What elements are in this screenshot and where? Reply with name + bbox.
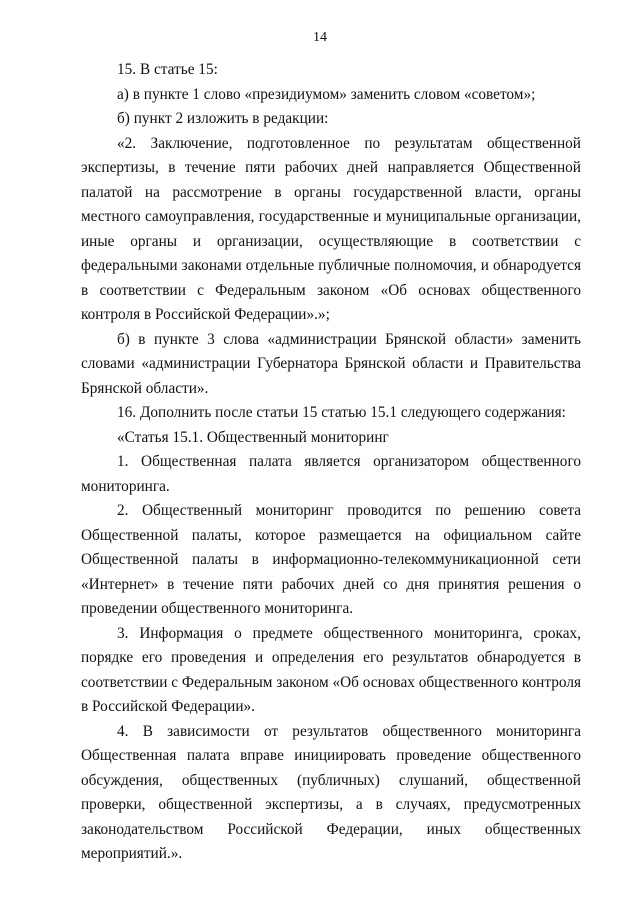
paragraph-subitem-b: б) пункт 2 изложить в редакции:	[117, 110, 329, 127]
page-number: 14	[313, 30, 327, 45]
paragraph-subitem-a: а) в пункте 1 слово «президиумом» заменить словом «советом»;	[117, 85, 536, 103]
paragraph-item-16: 16. Дополнить после статьи 15 статью 15.1 следующего содержания:	[117, 404, 566, 421]
paragraph-article-point-1: 1. Общественная палата является организатором общественного мониторинга.	[81, 453, 581, 495]
document-body	[81, 58, 581, 867]
paragraph-article-point-2: 2. Общественный мониторинг проводится по решению совета Общественной палаты, которое размещается на официальном сайте Общественной палаты в информационно-телекоммуникационной сети «Интернет» в течение пяти рабочих дней со дня принятия решения о проведении общественного мониторинга.	[81, 502, 581, 617]
article-heading: «Статья 15.1. Общественный мониторинг	[117, 428, 389, 446]
paragraph-quoted-point-2: «2. Заключение, подготовленное по результатам общественной экспертизы, в течение пяти рабочих дней направляется Общественной палатой на рассмотрение в органы государственной власти, органы местного самоуправления, государственные и муниципальные организации, иные органы и организации, осуществляющие в соответствии с федеральными законами отдельные публичные полномочия, и обнародуется в соответствии с Федеральным законом «Об основах общественного контроля в Российской Федерации».»;	[81, 134, 581, 323]
paragraph-subitem-b-point-3: б) в пункте 3 слова «администрации Брянской области» заменить словами «администрации Губернатора Брянской области и Правительства Брянской области».	[81, 330, 581, 397]
paragraph-article-point-3: 3. Информация о предмете общественного мониторинга, сроках, порядке его проведения и определения его результатов обнародуется в соответствии с Федеральным законом «Об основах общественного контроля в Российской Федерации».	[81, 624, 581, 715]
paragraph-article-point-4: 4. В зависимости от результатов общественного мониторинга Общественная палата вправе инициировать проведение общественного обсуждения, общественных (публичных) слушаний, общественной проверки, общественной экспертизы, а в случаях, предусмотренных законодательством Российской Федерации, иных общественных мероприятий.».	[81, 722, 581, 862]
paragraph-item-15: 15. В статье 15:	[117, 61, 218, 78]
